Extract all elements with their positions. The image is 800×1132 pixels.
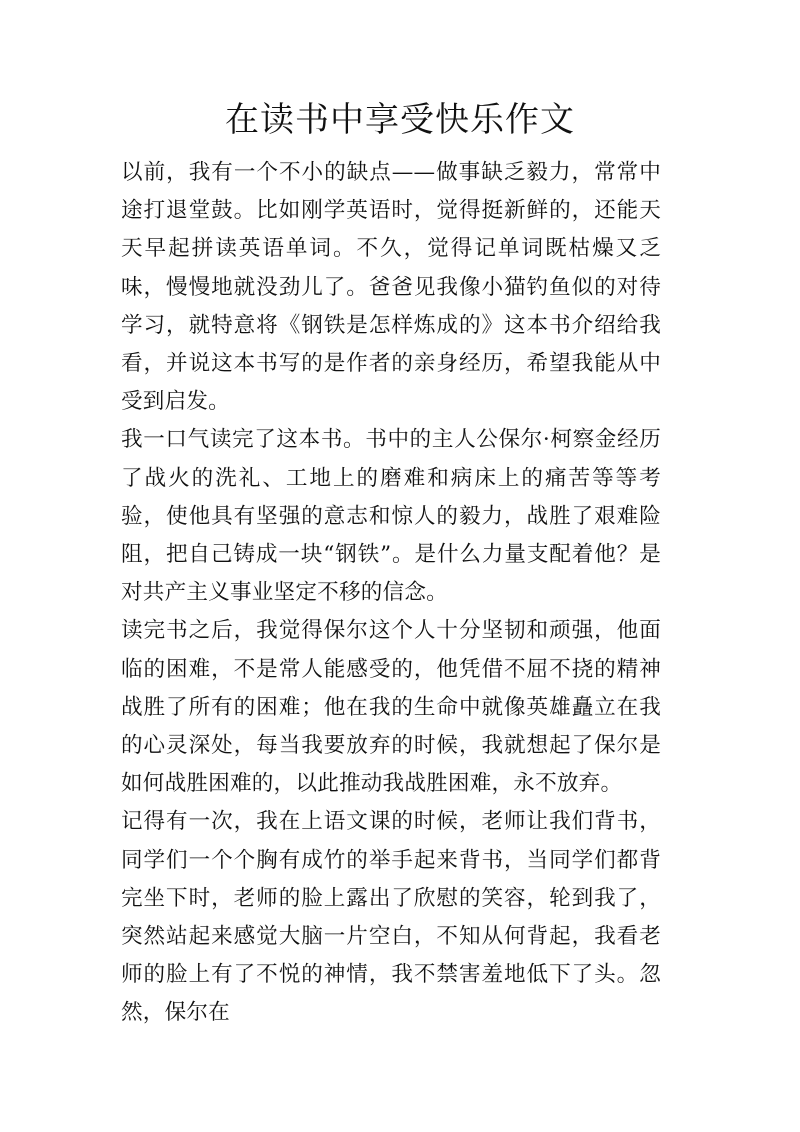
- document-title: 在读书中享受快乐作文: [225, 100, 575, 140]
- paragraph-4: 记得有一次，我在上语文课的时候，老师让我们背书，同学们一个个胸有成竹的举手起来背书，当同学们都背完坐下时，老师的脸上露出了欣慰的笑容，轮到我了，突然站起来感觉大脑一片空白，不知从何背起，我看老师的脸上有了不悦的神情，我不禁害羞地低下了头。忽然，保尔在: [121, 809, 661, 1026]
- paragraph-2: 我一口气读完了这本书。书中的主人公保尔·柯察金经历了战火的洗礼、工地上的磨难和病床上的痛苦等等考验，使他具有坚强的意志和惊人的毅力，战胜了艰难险阻，把自己铸成一块“钢铁”。是什么力量支配着他？是对共产主义事业坚定不移的信念。: [121, 427, 661, 606]
- paragraph-3: 读完书之后，我觉得保尔这个人十分坚韧和顽强，他面临的困难，不是常人能感受的，他凭借不屈不挠的精神战胜了所有的困难；他在我的生命中就像英雄矗立在我的心灵深处，每当我要放弃的时候，我就想起了保尔是如何战胜困难的，以此推动我战胜困难，永不放弃。: [121, 618, 661, 797]
- paragraph-1: 以前，我有一个不小的缺点——做事缺乏毅力，常常中途打退堂鼓。比如刚学英语时，觉得挺新鲜的，还能天天早起拼读英语单词。不久，觉得记单词既枯燥又乏味，慢慢地就没劲儿了。爸爸见我像小猫钓鱼似的对待学习，就特意将《钢铁是怎样炼成的》这本书介绍给我看，并说这本书写的是作者的亲身经历，希望我能从中受到启发。: [121, 160, 661, 415]
- document-body: [121, 154, 661, 1033]
